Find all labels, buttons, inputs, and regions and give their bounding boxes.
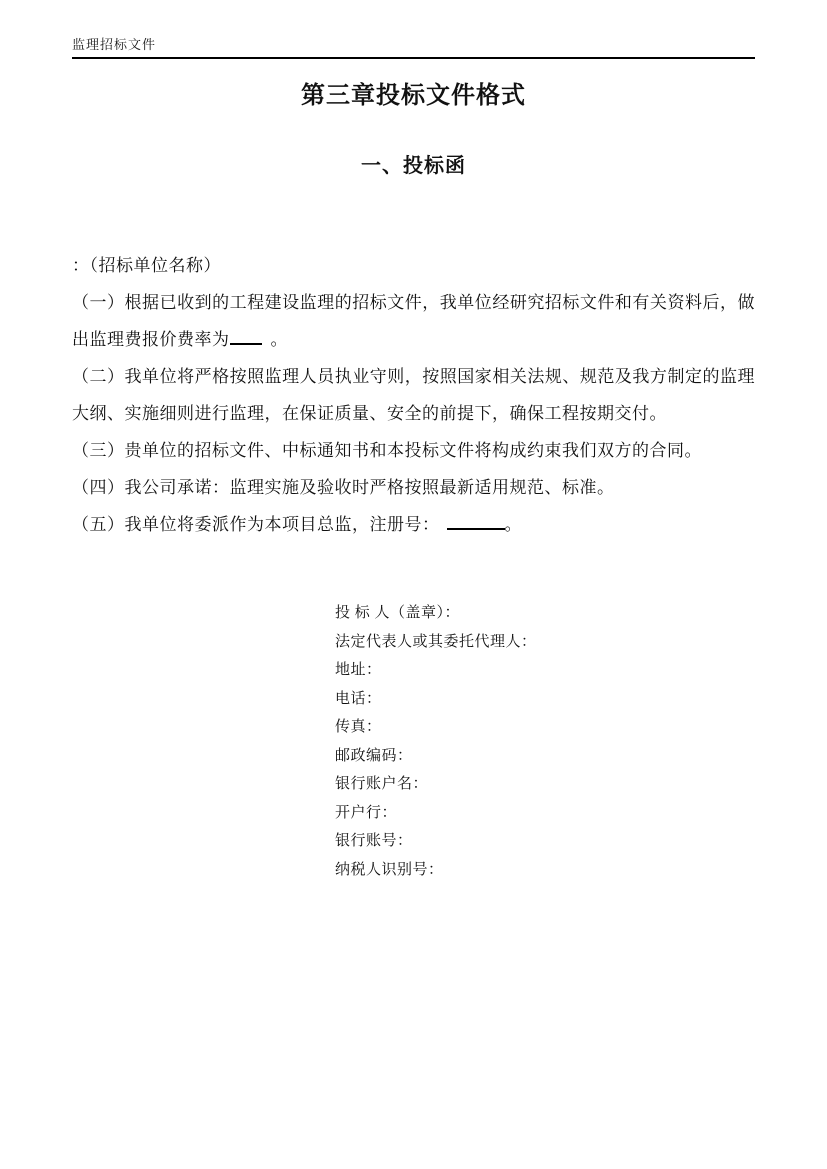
registration-number-blank	[447, 511, 505, 530]
paragraph-item-3: （三）贵单位的招标文件、中标通知书和本投标文件将构成约束我们双方的合同。	[72, 441, 702, 460]
bank-account-number-line: 银行账号：	[335, 833, 413, 849]
item-1-period: 。	[270, 330, 288, 349]
section-title: 一、投标函	[361, 155, 466, 177]
fax-line: 传真：	[335, 719, 382, 735]
signature-block	[335, 599, 755, 884]
bank-branch-line: 开户行：	[335, 804, 398, 821]
paragraph-item-5	[72, 506, 755, 543]
chapter-title: 第三章投标文件格式	[301, 83, 526, 109]
header-title: 监理招标文件	[72, 37, 157, 52]
item-5-text: （五）我单位将委派作为本项目总监，注册号：	[72, 515, 440, 534]
body-text	[72, 247, 755, 543]
item-1-text: （一）根据已收到的工程建设监理的招标文件，我单位经研究招标文件和有关资料后，做出监理费报价费率为	[72, 293, 755, 349]
document-header	[72, 36, 755, 59]
paragraph-item-4: （四）我公司承诺：监理实施及验收时严格按照最新适用规范、标准。	[72, 478, 615, 497]
fee-rate-blank	[230, 326, 262, 345]
bank-account-name-line: 银行账户名：	[335, 776, 429, 792]
paragraph-item-1	[72, 284, 755, 358]
bidder-seal-line: 投 标 人（盖章）：	[335, 605, 461, 621]
salutation-line: ：（招标单位名称）	[72, 256, 221, 275]
address-line: 地址：	[335, 662, 382, 678]
legal-representative-line: 法定代表人或其委托代理人：	[335, 633, 537, 650]
paragraph-item-2: （二）我单位将严格按照监理人员执业守则，按照国家相关法规、规范及我方制定的监理大纲、实施细则进行监理，在保证质量、安全的前提下，确保工程按期交付。	[72, 367, 755, 423]
item-5-period: 。	[504, 515, 522, 534]
phone-line: 电话：	[335, 690, 382, 707]
postal-code-line: 邮政编码：	[335, 747, 413, 764]
taxpayer-id-line: 纳税人识别号：	[335, 861, 444, 878]
